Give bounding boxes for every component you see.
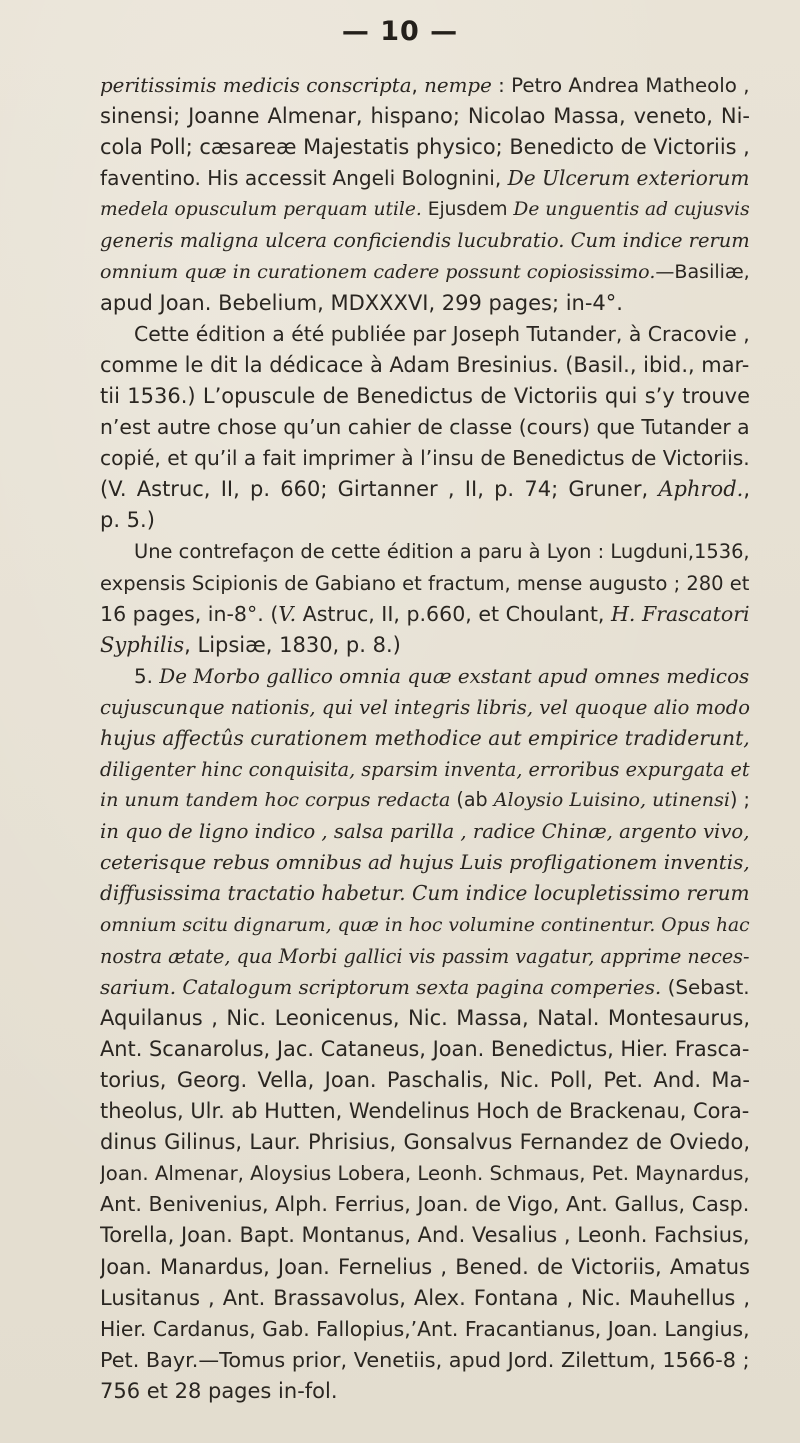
text-line — [100, 1096, 750, 1127]
text-line — [100, 381, 750, 412]
italic-text: Aloysio Luisino, utinensi — [493, 789, 730, 812]
text-line — [100, 1034, 750, 1065]
text-line — [100, 1189, 750, 1220]
text-line — [100, 1220, 750, 1251]
text-run: theolus, Ulr. ab Hutten, Wendelinus Hoch de Brackenau, Cora- — [100, 1099, 750, 1124]
text-line — [100, 412, 750, 443]
italic-text: peritissimis medicis conscripta — [100, 74, 412, 97]
italic-text: diligenter hinc conquisita, sparsim inventa, erroribus expurgata et — [100, 758, 750, 782]
italic-text: diffusissima tractatio habetur. Cum indice locupletissimo rerum — [100, 881, 750, 906]
text-run: dinus Gilinus, Laur. Phrisius, Gonsalvus Fernandez de Oviedo, — [100, 1130, 750, 1155]
text-line — [100, 132, 750, 163]
text-run: tii 1536.) L’opuscule de Benedictus de Victoriis qui s’y trouve — [100, 383, 750, 408]
text-run: Hier. Cardanus, Gab. Fallopius,’Ant. Fracantianus, Joan. Langius, — [100, 1316, 750, 1341]
text-line — [100, 101, 750, 132]
text-run: faventino. His accessit Angeli Bolognini, — [100, 166, 508, 191]
text-run: 16 pages, in-8°. ( — [100, 601, 279, 626]
text-run: sinensi; Joanne Almenar, hispano; Nicolao Massa, veneto, Ni- — [100, 104, 750, 129]
italic-text: medela opusculum perquam utile. — [100, 199, 422, 221]
text-run: comme le dit la dédicace à Adam Bresinius. (Basil., ibid., mar- — [100, 352, 750, 377]
italic-text: sarium. Catalogum scriptorum sexta pagina comperies. — [100, 975, 662, 999]
italic-text: Aphrod. — [658, 477, 744, 502]
text-line — [100, 505, 750, 536]
text-line — [100, 1283, 750, 1314]
text-line — [100, 847, 750, 878]
text-line — [100, 163, 750, 194]
text-line — [100, 910, 750, 941]
text-line — [100, 536, 750, 567]
text-run: Ant. Scanarolus, Jac. Cataneus, Joan. Benedictus, Hier. Frasca- — [100, 1036, 750, 1061]
text-line — [100, 692, 750, 723]
text-line — [100, 1127, 750, 1158]
italic-text: hujus affectûs curationem methodice aut empirice tradiderunt, — [100, 725, 750, 750]
italic-text: De unguentis ad cujusvis — [513, 199, 750, 221]
text-run: torius, Georg. Vella, Joan. Paschalis, Nic. Poll, Pet. And. Ma- — [100, 1068, 750, 1092]
text-run: , Lipsiæ, 1830, p. 8.) — [184, 632, 401, 657]
text-line — [100, 1252, 750, 1283]
text-run: Aquilanus , Nic. Leonicenus, Nic. Massa, Natal. Montesaurus, — [100, 1005, 750, 1030]
text-line — [100, 630, 750, 661]
text-run: (ab — [450, 789, 494, 812]
text-run: p. 5.) — [100, 508, 155, 533]
text-line — [100, 1376, 750, 1407]
text-line — [100, 350, 750, 381]
text-line — [100, 474, 750, 505]
italic-text: H. Frascatori — [610, 601, 750, 626]
text-run: Pet. Bayr.—Tomus prior, Venetiis, apud Jord. Zilettum, 1566-8 ; — [100, 1347, 750, 1372]
italic-text: cujuscunque nationis, qui vel integris libris, vel quoque alio modo — [100, 695, 750, 719]
text-line — [100, 723, 750, 754]
text-line — [100, 1003, 750, 1034]
text-run: 5. — [134, 664, 160, 688]
text-line — [100, 194, 750, 225]
text-line — [100, 754, 750, 785]
text-run: Une contrefaçon de cette édition a paru à Lyon : Lugduni,1536, — [134, 540, 750, 564]
text-line — [100, 1345, 750, 1376]
text-run: —Basiliæ, — [655, 260, 750, 283]
text-run: Ejusdem — [421, 199, 514, 221]
italic-text: Syphilis — [100, 632, 185, 657]
text-run: , — [743, 477, 750, 502]
text-run: ) ; — [730, 789, 750, 812]
italic-text: De Ulcerum exteriorum — [507, 166, 750, 191]
page-number: — 10 — — [341, 16, 459, 47]
text-run: Lusitanus , Ant. Brassavolus, Alex. Fontana , Nic. Mauhellus , — [100, 1285, 750, 1310]
text-line — [100, 443, 750, 474]
text-line — [100, 661, 750, 692]
text-run: (V. Astruc, II, p. 660; Girtanner , II, p. 74; Gruner, — [100, 477, 659, 502]
italic-text: in quo de ligno indico , salsa parilla , radice Chinæ, argento vivo, — [100, 820, 750, 844]
text-line — [100, 785, 750, 816]
text-run: n’est autre chose qu’un cahier de classe (cours) que Tutander a — [100, 415, 750, 440]
italic-text: De Morbo gallico omnia quæ exstant apud omnes medicos — [159, 664, 750, 688]
italic-text: in unum tandem hoc corpus redacta — [100, 789, 451, 812]
text-run: , — [411, 74, 425, 97]
text-line — [100, 972, 750, 1003]
text-line — [100, 1158, 750, 1189]
text-line — [100, 599, 750, 630]
italic-text: ceterisque rebus omnibus ad hujus Luis profligationem inventis, — [100, 851, 750, 875]
text-line — [100, 941, 750, 972]
text-line — [100, 878, 750, 909]
italic-text: omnium quæ in curationem cadere possunt copiosissimo. — [100, 260, 656, 283]
text-run: Cette édition a été publiée par Joseph Tutander, à Cracovie , — [134, 321, 750, 346]
text-run: Joan. Almenar, Aloysius Lobera, Leonh. Schmaus, Pet. Maynardus, — [100, 1162, 750, 1186]
text-run: Joan. Manardus, Joan. Fernelius , Bened. de Victoriis, Amatus — [100, 1254, 750, 1279]
text-line — [100, 257, 750, 288]
text-run: apud Joan. Bebelium, MDXXXVI, 299 pages; in-4°. — [100, 290, 623, 315]
italic-text: nempe — [424, 74, 492, 97]
italic-text: omnium scitu dignarum, quæ in hoc volumine continentur. Opus hac — [100, 914, 750, 936]
text-run: Astruc, II, p.660, et Choulant, — [296, 601, 611, 626]
text-line — [100, 816, 750, 847]
body-text — [100, 70, 750, 1407]
text-run: copié, et qu’il a fait imprimer à l’insu de Benedictus de Victoriis. — [100, 446, 750, 471]
text-line — [100, 1314, 750, 1345]
text-line — [100, 288, 750, 319]
text-run: expensis Scipionis de Gabiano et fractum, mense augusto ; 280 et — [100, 571, 750, 595]
text-line — [100, 225, 750, 256]
italic-text: nostra ætate, qua Morbi gallici vis passim vagatur, apprime neces- — [100, 944, 750, 968]
text-line — [100, 568, 750, 599]
text-run: 756 et 28 pages in-fol. — [100, 1378, 338, 1403]
text-run: Ant. Benivenius, Alph. Ferrius, Joan. de Vigo, Ant. Gallus, Casp. — [100, 1192, 750, 1217]
text-run: Torella, Joan. Bapt. Montanus, And. Vesalius , Leonh. Fachsius, — [100, 1223, 750, 1248]
text-line — [100, 70, 750, 101]
text-line — [100, 319, 750, 350]
text-line — [100, 1065, 750, 1096]
text-run: : Petro Andrea Matheolo , — [491, 74, 750, 97]
italic-text: generis maligna ulcera conficiendis lucubratio. Cum indice rerum — [100, 229, 750, 253]
text-run: (Sebast. — [661, 975, 750, 999]
text-run: cola Poll; cæsareæ Majestatis physico; Benedicto de Victoriis , — [100, 135, 750, 160]
italic-text: V. — [278, 601, 297, 626]
